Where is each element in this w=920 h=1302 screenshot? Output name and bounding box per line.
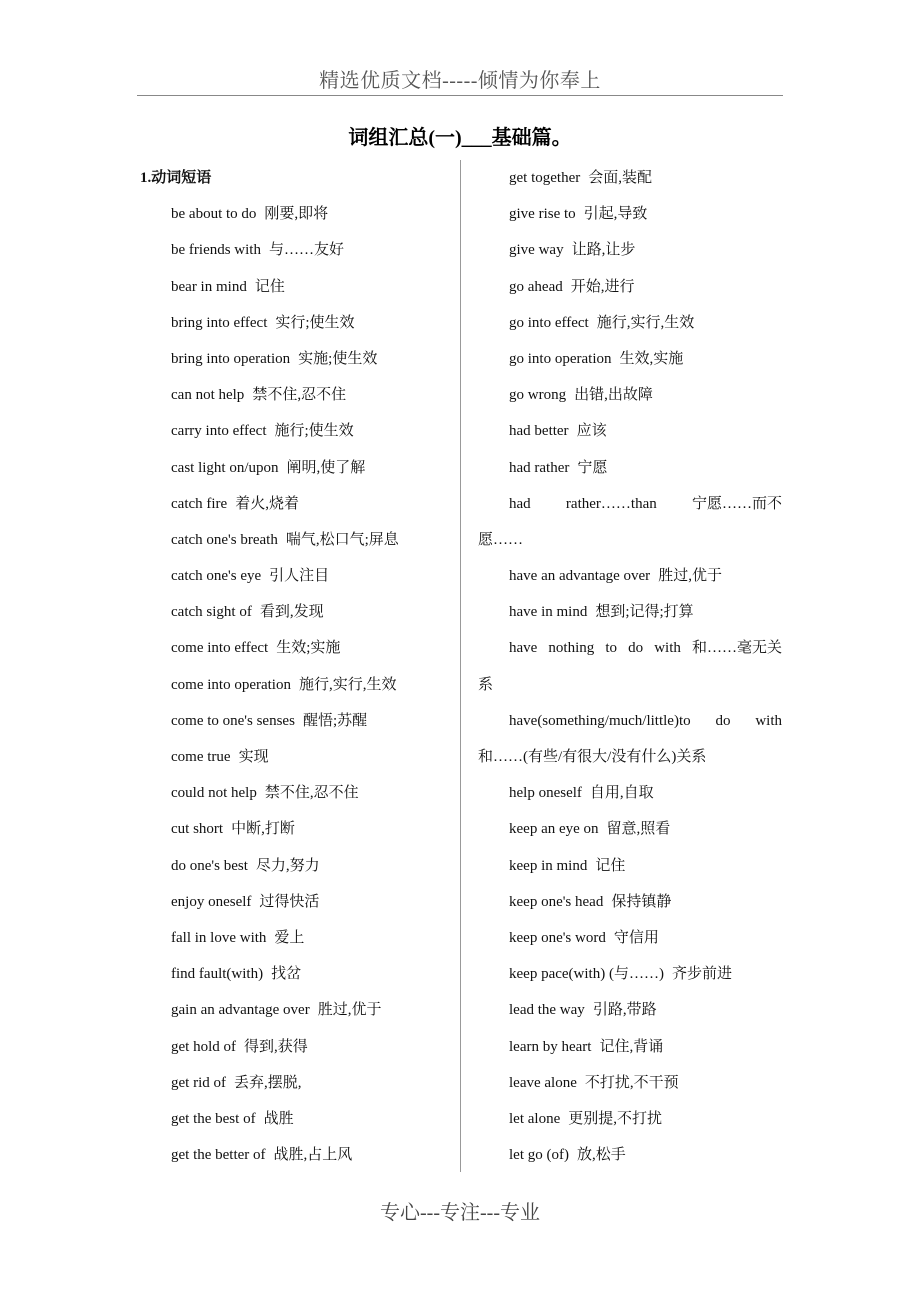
phrase-entry bbox=[478, 160, 782, 196]
phrase-entry bbox=[478, 305, 782, 341]
phrase-english: help oneself bbox=[509, 785, 582, 802]
phrase-meaning: 齐步前进 bbox=[671, 966, 732, 983]
phrase-english: carry into effect bbox=[171, 423, 267, 440]
phrase-english: enjoy oneself bbox=[171, 893, 252, 910]
phrase-meaning: 宁愿 bbox=[577, 459, 608, 476]
phrase-english: get hold of bbox=[171, 1038, 236, 1055]
phrase-word: do bbox=[628, 640, 644, 657]
phrase-english: have an advantage over bbox=[509, 568, 651, 585]
phrase-meaning: 不打扰,不干预 bbox=[584, 1074, 679, 1091]
right-entry-list-c bbox=[478, 775, 782, 1173]
phrase-meaning: 战胜 bbox=[263, 1110, 294, 1127]
phrase-continuation: 和……(有些/有很大/没有什么)关系 bbox=[478, 749, 707, 765]
phrase-english: have in mind bbox=[509, 604, 588, 621]
phrase-meaning: 得到,获得 bbox=[244, 1038, 308, 1055]
phrase-entry bbox=[478, 992, 782, 1028]
right-column bbox=[478, 160, 782, 1173]
phrase-english: keep an eye on bbox=[509, 821, 599, 838]
column-divider bbox=[460, 160, 461, 1172]
phrase-meaning: 放,松手 bbox=[576, 1147, 626, 1164]
phrase-meaning: 施行,实行,生效 bbox=[596, 314, 695, 331]
phrase-meaning: 着火,烧着 bbox=[235, 495, 299, 512]
phrase-english: go into operation bbox=[509, 350, 612, 367]
phrase-meaning: 想到;记得;打算 bbox=[595, 604, 694, 621]
phrase-english: catch one's breath bbox=[171, 531, 278, 548]
phrase-entry bbox=[140, 269, 446, 305]
phrase-meaning: 中断,打断 bbox=[231, 821, 295, 838]
phrase-entry bbox=[478, 956, 782, 992]
phrase-meaning: 胜过,优于 bbox=[317, 1002, 382, 1019]
phrase-meaning: 与……友好 bbox=[268, 242, 344, 259]
phrase-entry bbox=[140, 703, 446, 739]
phrase-english: had rather bbox=[509, 459, 570, 476]
phrase-english: come to one's senses bbox=[171, 712, 295, 729]
phrase-english: leave alone bbox=[509, 1074, 577, 1091]
phrase-english: had better bbox=[509, 423, 569, 440]
phrase-meaning: 出错,出故障 bbox=[574, 387, 653, 404]
right-entry-list-b bbox=[478, 558, 782, 630]
phrase-english: come true bbox=[171, 749, 231, 765]
phrase-word: with bbox=[654, 640, 681, 657]
phrase-entry bbox=[140, 558, 446, 594]
phrase-entry bbox=[140, 413, 446, 449]
phrase-word: rather……than bbox=[565, 495, 657, 512]
phrase-english: give rise to bbox=[509, 206, 576, 223]
phrase-entry bbox=[478, 558, 782, 594]
phrase-meaning: 引路,带路 bbox=[592, 1002, 657, 1019]
phrase-english: catch sight of bbox=[171, 604, 252, 621]
phrase-continuation: 系 bbox=[478, 676, 494, 693]
page-footer: 专心---专注---专业 bbox=[380, 1202, 540, 1224]
phrase-entry bbox=[478, 775, 782, 811]
phrase-meaning: 记住 bbox=[254, 278, 285, 295]
phrase-entry bbox=[478, 341, 782, 377]
phrase-english: be about to do bbox=[171, 206, 257, 223]
phrase-meaning: 爱上 bbox=[274, 929, 305, 946]
phrase-meaning: 战胜,占上风 bbox=[273, 1147, 353, 1164]
phrase-entry bbox=[140, 377, 446, 413]
phrase-continuation: 愿…… bbox=[478, 531, 524, 548]
phrase-word: nothing bbox=[548, 640, 595, 657]
phrase-entry bbox=[140, 1137, 446, 1173]
phrase-entry bbox=[140, 920, 446, 956]
phrase-entry bbox=[140, 522, 446, 558]
phrase-meaning: 实行;使生效 bbox=[275, 314, 355, 331]
phrase-meaning: 开始,进行 bbox=[570, 278, 635, 295]
phrase-meaning: 醒悟;苏醒 bbox=[302, 712, 368, 729]
phrase-meaning: 禁不住,忍不住 bbox=[252, 387, 347, 404]
phrase-english: keep in mind bbox=[509, 857, 588, 874]
phrase-meaning: 留意,照看 bbox=[606, 821, 671, 838]
phrase-entry bbox=[140, 1101, 446, 1137]
phrase-entry bbox=[478, 1065, 782, 1101]
phrase-english: go wrong bbox=[509, 387, 567, 404]
phrase-meaning: 生效,实施 bbox=[619, 350, 684, 367]
phrase-english: get together bbox=[509, 170, 581, 186]
phrase-entry bbox=[140, 1029, 446, 1065]
phrase-entry bbox=[140, 486, 446, 522]
phrase-meaning: 让路,让步 bbox=[571, 242, 636, 259]
phrase-entry bbox=[478, 377, 782, 413]
phrase-meaning: 和……毫无关 bbox=[691, 640, 782, 657]
phrase-english: bring into operation bbox=[171, 350, 291, 367]
phrase-english: could not help bbox=[171, 785, 257, 802]
phrase-entry bbox=[140, 450, 446, 486]
phrase-entry bbox=[478, 269, 782, 305]
phrase-meaning: 过得快活 bbox=[259, 893, 320, 910]
phrase-meaning: 守信用 bbox=[613, 929, 659, 946]
phrase-english: learn by heart bbox=[509, 1038, 592, 1055]
phrase-meaning: 记住 bbox=[595, 857, 626, 874]
phrase-entry bbox=[140, 848, 446, 884]
phrase-entry bbox=[140, 232, 446, 268]
phrase-meaning: 实施;使生效 bbox=[298, 350, 378, 367]
phrase-english: lead the way bbox=[509, 1002, 585, 1019]
phrase-english: get the better of bbox=[171, 1147, 266, 1164]
phrase-meaning: 尽力,努力 bbox=[255, 857, 320, 874]
phrase-meaning: 应该 bbox=[576, 423, 607, 440]
phrase-english: come into operation bbox=[171, 676, 291, 693]
phrase-entry bbox=[140, 739, 446, 775]
phrase-english: gain an advantage over bbox=[171, 1002, 310, 1019]
phrase-meaning: 保持镇静 bbox=[611, 893, 672, 910]
document-title: 词组汇总(一)___基础篇。 bbox=[348, 127, 572, 149]
phrase-entry bbox=[140, 775, 446, 811]
phrase-entry bbox=[478, 196, 782, 232]
phrase-meaning: 禁不住,忍不住 bbox=[264, 785, 359, 802]
phrase-entry-wrapped bbox=[478, 486, 782, 522]
phrase-english: catch one's eye bbox=[171, 568, 262, 585]
phrase-entry bbox=[478, 811, 782, 847]
phrase-word: to bbox=[605, 640, 618, 657]
phrase-meaning: 更别提,不打扰 bbox=[568, 1110, 662, 1127]
phrase-english: fall in love with bbox=[171, 929, 267, 946]
phrase-entry bbox=[140, 992, 446, 1028]
phrase-english: get rid of bbox=[171, 1074, 226, 1091]
page-header: 精选优质文档-----倾情为你奉上 bbox=[319, 70, 601, 92]
phrase-meaning: 引起,导致 bbox=[583, 206, 648, 223]
phrase-meaning: 胜过,优于 bbox=[658, 568, 722, 585]
right-entry-list-a bbox=[478, 160, 782, 486]
phrase-entry bbox=[140, 956, 446, 992]
phrase-meaning: 找岔 bbox=[271, 966, 302, 983]
phrase-english: let go (of) bbox=[509, 1147, 569, 1164]
phrase-entry bbox=[478, 1029, 782, 1065]
phrase-entry bbox=[478, 1101, 782, 1137]
phrase-word: have(something/much/little)to bbox=[509, 712, 691, 729]
phrase-word: have bbox=[509, 640, 538, 657]
phrase-english: keep pace(with) (与……) bbox=[509, 966, 664, 983]
phrase-english: do one's best bbox=[171, 857, 248, 874]
phrase-meaning: 记住,背诵 bbox=[599, 1038, 664, 1055]
phrase-english: keep one's head bbox=[509, 893, 604, 910]
phrase-english: cut short bbox=[171, 821, 224, 838]
phrase-meaning: 喘气,松口气;屏息 bbox=[285, 531, 399, 548]
phrase-english: cast light on/upon bbox=[171, 459, 279, 476]
left-column bbox=[140, 160, 446, 1173]
phrase-meaning: 施行;使生效 bbox=[274, 423, 354, 440]
phrase-english: bring into effect bbox=[171, 314, 268, 331]
phrase-english: bear in mind bbox=[171, 278, 247, 295]
phrase-meaning: 看到,发现 bbox=[259, 604, 324, 621]
phrase-meaning: 会面,装配 bbox=[588, 170, 652, 186]
phrase-english: let alone bbox=[509, 1110, 561, 1127]
phrase-entry bbox=[478, 920, 782, 956]
phrase-entry-wrapped bbox=[478, 703, 782, 739]
phrase-entry bbox=[140, 341, 446, 377]
phrase-entry bbox=[478, 848, 782, 884]
phrase-meaning: 宁愿……而不 bbox=[691, 495, 782, 512]
phrase-english: go into effect bbox=[509, 314, 589, 331]
phrase-entry bbox=[478, 884, 782, 920]
header-divider bbox=[137, 95, 783, 96]
phrase-english: go ahead bbox=[509, 278, 563, 295]
phrase-entry bbox=[140, 594, 446, 630]
phrase-entry-wrapped bbox=[478, 630, 782, 666]
phrase-entry bbox=[478, 594, 782, 630]
phrase-meaning: 引人注目 bbox=[269, 568, 330, 585]
phrase-meaning: 实现 bbox=[238, 749, 269, 765]
phrase-meaning: 自用,自取 bbox=[589, 785, 654, 802]
phrase-meaning: 丢弃,摆脱, bbox=[233, 1074, 302, 1091]
phrase-entry bbox=[140, 1065, 446, 1101]
phrase-entry bbox=[140, 305, 446, 341]
phrase-meaning: 生效;实施 bbox=[276, 640, 341, 657]
phrase-word: do bbox=[715, 712, 731, 729]
phrase-english: come into effect bbox=[171, 640, 269, 657]
phrase-entry bbox=[140, 884, 446, 920]
phrase-english: catch fire bbox=[171, 495, 228, 512]
phrase-entry bbox=[140, 630, 446, 666]
phrase-meaning: 刚要,即将 bbox=[264, 206, 329, 223]
phrase-word: with bbox=[755, 712, 782, 729]
phrase-english: can not help bbox=[171, 387, 245, 404]
section-heading: 1.动词短语 bbox=[140, 170, 212, 186]
phrase-entry bbox=[140, 811, 446, 847]
phrase-entry bbox=[478, 232, 782, 268]
phrase-entry bbox=[140, 196, 446, 232]
phrase-english: give way bbox=[509, 242, 564, 259]
phrase-english: be friends with bbox=[171, 242, 261, 259]
phrase-english: keep one's word bbox=[509, 929, 606, 946]
phrase-entry bbox=[478, 1137, 782, 1173]
phrase-entry bbox=[140, 667, 446, 703]
phrase-entry bbox=[478, 450, 782, 486]
phrase-english: find fault(with) bbox=[171, 966, 264, 983]
phrase-entry bbox=[478, 413, 782, 449]
phrase-english: get the best of bbox=[171, 1110, 256, 1127]
phrase-meaning: 阐明,使了解 bbox=[286, 459, 366, 476]
phrase-word: had bbox=[509, 495, 531, 512]
left-entry-list bbox=[140, 196, 446, 1173]
phrase-meaning: 施行,实行,生效 bbox=[298, 676, 397, 693]
